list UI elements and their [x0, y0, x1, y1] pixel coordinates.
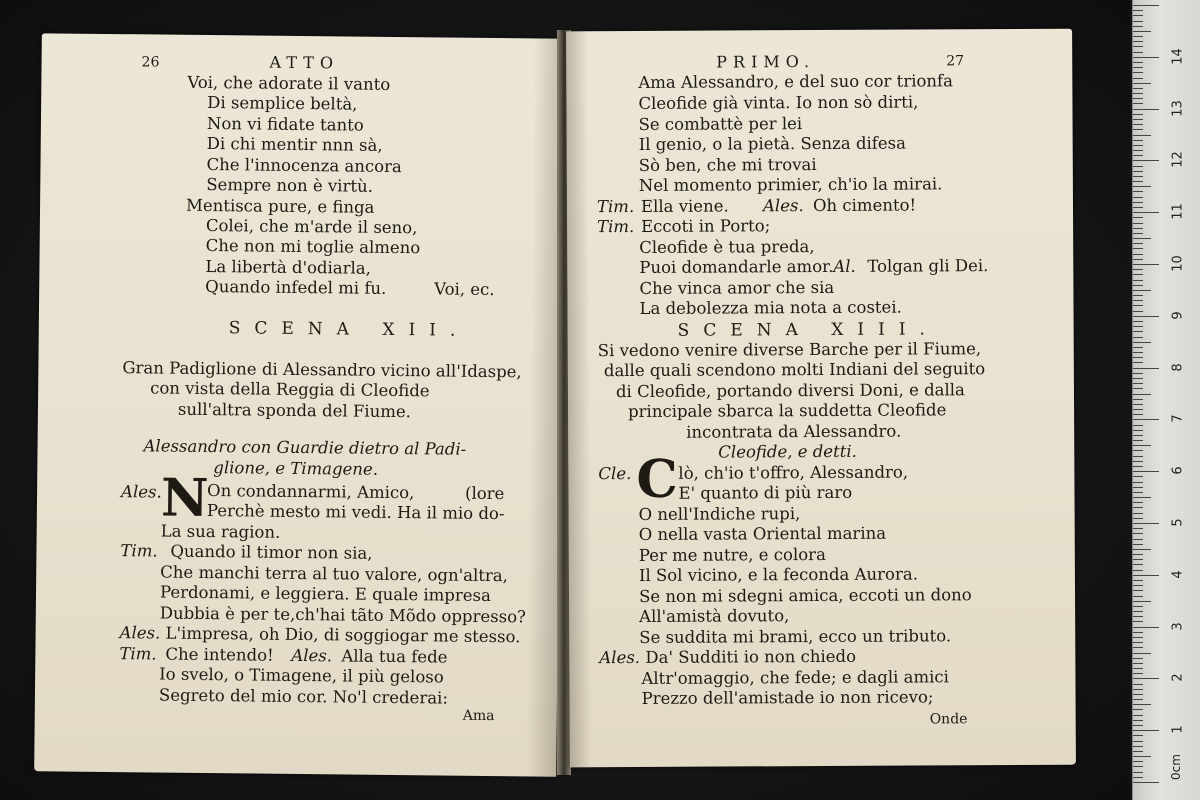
speaker-label: Ales. — [762, 196, 804, 216]
ruler-tick — [1133, 109, 1159, 110]
ruler-tick — [1133, 394, 1151, 395]
ruler-tick — [1133, 46, 1143, 47]
ruler-tick — [1133, 316, 1159, 317]
ruler-tick — [1133, 197, 1143, 198]
ruler-tick — [1133, 694, 1143, 695]
ruler-tick — [1133, 502, 1143, 503]
dialogue-line: Se non mi sdegni amica, eccoti un dono — [638, 585, 972, 606]
running-head-right: PRIMO. — [716, 52, 816, 72]
ruler-tick — [1133, 409, 1143, 410]
ruler-tick — [1133, 21, 1143, 22]
ruler-tick — [1133, 461, 1143, 462]
ruler-tick — [1133, 347, 1143, 348]
dialogue-line: lò, ch'io t'offro, Alessandro, — [678, 462, 909, 483]
ruler-tick — [1133, 295, 1143, 296]
dialogue-line: Eccoti in Porto; — [641, 216, 771, 236]
ruler-tick — [1133, 337, 1143, 338]
ruler-tick — [1133, 62, 1143, 63]
ruler-tick — [1133, 518, 1143, 519]
ruler-tick — [1133, 482, 1143, 483]
ruler-tick — [1133, 497, 1151, 498]
dialogue-line: E' quanto di più raro — [678, 482, 853, 503]
ruler-tick — [1133, 523, 1159, 524]
turnover-fragment: (lore — [464, 483, 505, 504]
dialogue-line: Oh cimento! — [812, 195, 917, 216]
dialogue-line: Se suddita mi brami, ecco un tributo. — [639, 626, 952, 647]
speaker-label: Ales. — [119, 623, 161, 643]
dialogue-line: Il Sol vicino, e la feconda Aurora. — [638, 564, 918, 585]
ruler-tick — [1133, 590, 1143, 591]
ruler-tick — [1133, 466, 1143, 467]
ruler-tick — [1133, 274, 1143, 275]
ruler-tick — [1133, 720, 1143, 721]
ruler-tick — [1133, 601, 1151, 602]
ruler-tick — [1133, 202, 1143, 203]
ruler-tick — [1133, 735, 1143, 736]
verse-line: Ama Alessandro, e del suo cor trionfa — [638, 71, 954, 92]
ruler-tick — [1133, 357, 1143, 358]
dialogue-line: Segreto del mio cor. No'l crederai: — [158, 685, 449, 708]
stage-setting-line: sull'altra sponda del Fiume. — [177, 399, 412, 422]
verse-line: Di chi mentir nnn sà, — [206, 134, 383, 155]
scene-heading: SCENA XII. — [228, 318, 470, 341]
page-number-left: 26 — [141, 54, 160, 71]
ruler-tick — [1133, 456, 1143, 457]
gutter-shadow-right — [566, 31, 592, 767]
ruler-tick — [1133, 259, 1143, 260]
ruler-tick — [1133, 140, 1143, 141]
ruler-tick — [1133, 616, 1143, 617]
ruler-tick — [1133, 575, 1159, 576]
speaker-label: Ales. — [120, 482, 162, 502]
ruler-tick — [1133, 362, 1143, 363]
ruler-tick — [1133, 243, 1143, 244]
dialogue-line: Puoi domandarle amor. — [639, 256, 834, 277]
dialogue-line: Da' Sudditi io non chiedo — [645, 646, 857, 667]
ruler-tick — [1133, 663, 1143, 664]
ruler-tick — [1133, 98, 1143, 99]
ruler-tick — [1133, 725, 1143, 726]
ruler-tick — [1133, 772, 1143, 773]
ruler-tick — [1133, 119, 1143, 120]
ruler-tick — [1133, 777, 1143, 778]
ruler-tick — [1133, 300, 1143, 301]
dialogue-line: Perchè mesto mi vedi. Ha il mio do- — [206, 501, 505, 524]
ruler-tick — [1133, 238, 1151, 239]
ruler-tick — [1133, 533, 1143, 534]
ruler-tick — [1133, 761, 1143, 762]
stage-setting-line: con vista della Reggia di Cleofide — [150, 378, 430, 401]
ruler-tick — [1133, 290, 1151, 291]
ruler-tick — [1133, 155, 1143, 156]
ruler-tick — [1133, 129, 1143, 130]
ruler-tick — [1133, 233, 1143, 234]
catchword: Onde — [929, 711, 968, 728]
ruler-tick — [1133, 41, 1143, 42]
verse-line: Se combattè per lei — [638, 114, 803, 134]
catchword: Ama — [462, 707, 495, 725]
ruler-tick — [1133, 689, 1143, 690]
ruler-tick — [1133, 642, 1143, 643]
dialogue-line: Prezzo dell'amistade io non ricevo; — [641, 687, 934, 708]
character-list: glione, e Timagene. — [213, 458, 379, 479]
verse-line: Sò ben, che mi trovai — [638, 155, 817, 175]
ruler-tick — [1133, 476, 1143, 477]
ruler-tick — [1133, 254, 1143, 255]
ruler-number: 8 — [1170, 362, 1186, 372]
dialogue-line: Per me nutre, e colora — [638, 544, 826, 565]
ruler-tick — [1133, 186, 1151, 187]
stage-setting-line: incontrata da Alessandro. — [686, 421, 902, 442]
speaker-label: Ales. — [599, 647, 641, 668]
ruler-tick — [1133, 373, 1143, 374]
ruler-tick — [1133, 26, 1143, 27]
verse-line: Quando infedel mi fu. — [205, 277, 387, 298]
ruler-tick — [1133, 564, 1143, 565]
ruler-tick — [1133, 673, 1143, 674]
ruler-tick — [1133, 658, 1143, 659]
ruler-tick — [1133, 559, 1143, 560]
ruler-tick — [1133, 88, 1143, 89]
ruler-tick — [1133, 653, 1151, 654]
dialogue-line: All'amistà dovuto, — [639, 606, 790, 626]
stage-setting-line: Si vedono venire diverse Barche per il Fiume, — [597, 339, 982, 361]
speaker-label: Cle. — [598, 463, 632, 484]
ruler-tick — [1133, 715, 1143, 716]
ruler-tick — [1133, 668, 1143, 669]
dialogue-line: O nell'Indiche rupi, — [638, 504, 801, 524]
ruler-number: 3 — [1170, 621, 1186, 631]
ruler-tick — [1133, 647, 1143, 648]
ruler-tick — [1133, 766, 1143, 767]
ruler-tick — [1133, 684, 1143, 685]
speaker-label: Al. — [833, 256, 856, 276]
ruler-tick — [1133, 72, 1143, 73]
ruler-tick — [1133, 176, 1143, 177]
stage-setting-line: principale sbarca la suddetta Cleofide — [628, 400, 947, 422]
ruler-tick — [1133, 741, 1143, 742]
ruler-tick — [1133, 166, 1143, 167]
speaker-label: Tim. — [597, 216, 635, 237]
ruler-tick — [1133, 145, 1143, 146]
verse-line: Di semplice beltà, — [207, 93, 358, 114]
verse-line: Non vi fidate tanto — [206, 114, 364, 135]
ruler-tick — [1133, 342, 1151, 343]
ruler-tick — [1133, 606, 1143, 607]
ruler-tick — [1133, 611, 1143, 612]
dialogue-line: La debolezza mia nota a costei. — [639, 297, 902, 318]
ruler-tick — [1133, 450, 1143, 451]
ruler-number: 5 — [1170, 518, 1186, 527]
ruler-tick — [1133, 31, 1151, 32]
stage-setting-line: dalle quali scendono molti Indiani del seguito — [603, 359, 986, 381]
ruler-tick — [1133, 326, 1143, 327]
ruler-tick — [1133, 228, 1143, 229]
ruler-tick — [1133, 212, 1159, 213]
ruler-number: 6 — [1170, 466, 1186, 475]
ruler-tick — [1133, 632, 1143, 633]
verse-line: La libertà d'odiarla, — [205, 257, 372, 278]
ruler-number: 14 — [1170, 48, 1186, 65]
dialogue-line: La sua ragion. — [160, 521, 281, 542]
ruler-tick — [1133, 321, 1143, 322]
dialogue-line: L'impresa, oh Dio, di soggiogar me stesso. — [165, 623, 521, 647]
verse-line: Voi, che adorate il vanto — [187, 72, 391, 94]
ruler-tick — [1133, 160, 1159, 161]
ruler-number: 12 — [1170, 151, 1186, 169]
ruler-tick — [1133, 709, 1143, 710]
ruler-number: 1 — [1170, 725, 1186, 734]
ruler-tick — [1133, 637, 1143, 638]
ruler-tick — [1133, 368, 1159, 369]
ruler-tick — [1133, 596, 1143, 597]
dialogue-line: Io svelo, o Timagene, il più geloso — [159, 664, 444, 687]
ruler-tick — [1133, 67, 1143, 68]
ruler-tick — [1133, 513, 1143, 514]
ruler-number: 13 — [1170, 99, 1186, 117]
ruler-tick — [1133, 570, 1143, 571]
ruler-tick — [1133, 150, 1143, 151]
right-page — [566, 29, 1076, 768]
ruler-tick — [1133, 492, 1143, 493]
speaker-label: Tim. — [596, 196, 635, 217]
ruler-tick — [1133, 171, 1143, 172]
ruler-tick — [1133, 621, 1143, 622]
ruler-tick — [1133, 331, 1143, 332]
verse-line: Il genio, o la pietà. Senza difesa — [638, 133, 906, 154]
character-list: Cleofide, e detti. — [718, 441, 857, 462]
drop-cap-initial: C — [636, 448, 678, 510]
speaker-label: Tim. — [119, 644, 157, 664]
ruler-tick — [1133, 83, 1151, 84]
dialogue-line: Alla tua fede — [341, 646, 448, 667]
ruler-tick — [1133, 181, 1143, 182]
ruler-tick — [1133, 507, 1143, 508]
ruler-tick — [1133, 554, 1143, 555]
dialogue-line: O nella vasta Oriental marina — [638, 523, 887, 544]
ruler-tick — [1133, 419, 1159, 420]
dialogue-line: Dubbia è per te,ch'hai tãto Mõdo oppresso? — [159, 603, 527, 627]
ruler-tick — [1133, 10, 1143, 11]
drop-cap-initial: N — [160, 467, 209, 530]
ruler-tick — [1133, 114, 1143, 115]
dialogue-line: Quando il timor non sia, — [170, 541, 373, 563]
running-head-left: ATTO — [269, 52, 340, 73]
ruler-tick — [1133, 191, 1143, 192]
ruler-tick — [1133, 440, 1143, 441]
ruler-tick — [1133, 782, 1159, 783]
ruler-number: 2 — [1170, 673, 1186, 683]
ruler-tick — [1133, 223, 1143, 224]
speaker-label: Tim. — [120, 541, 158, 561]
ruler-tick — [1133, 280, 1143, 281]
ruler-tick — [1133, 756, 1151, 757]
ruler-tick — [1133, 352, 1143, 353]
verse-line: Mentisca pure, e finga — [185, 195, 375, 217]
ruler-tick — [1133, 699, 1143, 700]
dialogue-line: Ella viene. — [640, 196, 729, 216]
ruler-tick — [1133, 704, 1151, 705]
ruler-tick — [1133, 746, 1143, 747]
verse-line: Colei, che m'arde il seno, — [205, 216, 418, 238]
ruler-number: 7 — [1170, 414, 1186, 424]
ruler-number: 4 — [1170, 570, 1186, 579]
measurement-ruler — [1132, 0, 1200, 800]
ruler-tick — [1133, 285, 1143, 286]
ruler-tick — [1133, 678, 1159, 679]
ruler-tick — [1133, 103, 1143, 104]
stage-setting-line: di Cleofide, portando diversi Doni, e dalla — [615, 380, 965, 402]
ruler-tick — [1133, 730, 1159, 731]
dialogue-line: Che vinca amor che sia — [639, 277, 835, 298]
ruler-tick — [1133, 751, 1143, 752]
ruler-tick — [1133, 445, 1151, 446]
page-number-right: 27 — [946, 53, 965, 70]
ruler-tick — [1133, 580, 1143, 581]
scene-heading: SCENA XIII. — [677, 319, 939, 341]
ruler-tick — [1133, 378, 1143, 379]
ruler-tick — [1133, 217, 1143, 218]
dialogue-line: Cleofide è tua preda, — [639, 237, 815, 257]
ruler-tick — [1133, 539, 1143, 540]
ruler-tick — [1133, 248, 1143, 249]
dialogue-line: Tolgan gli Dei. — [867, 256, 989, 276]
ruler-tick — [1133, 269, 1143, 270]
ruler-tick — [1133, 585, 1143, 586]
ruler-tick — [1133, 57, 1159, 58]
ruler-tick — [1133, 487, 1143, 488]
ruler-tick — [1133, 383, 1143, 384]
dialogue-line: Perdonami, e leggiera. E quale impresa — [159, 582, 491, 606]
da-capo-mark: Voi, ec. — [434, 279, 495, 300]
ruler-tick — [1133, 627, 1159, 628]
ruler-tick — [1133, 528, 1143, 529]
ruler-tick — [1133, 311, 1143, 312]
ruler-tick — [1133, 430, 1143, 431]
dialogue-line: Che intendo! — [165, 644, 274, 665]
ruler-tick — [1133, 471, 1159, 472]
ruler-number: 10 — [1170, 255, 1186, 272]
ruler-tick — [1133, 388, 1143, 389]
dialogue-line: Altr'omaggio, che fede; e dagli amici — [641, 667, 949, 688]
verse-line: Sempre non è virtù. — [206, 175, 374, 196]
left-page — [34, 33, 564, 776]
ruler-tick — [1133, 264, 1159, 265]
speaker-label: Ales. — [291, 645, 333, 666]
ruler-tick — [1133, 207, 1143, 208]
ruler-tick — [1133, 414, 1143, 415]
character-list: Alessandro con Guardie dietro al Padi- — [143, 436, 467, 459]
ruler-unit-label: 0cm — [1168, 754, 1183, 780]
ruler-number: 9 — [1170, 311, 1186, 320]
ruler-tick — [1133, 305, 1143, 306]
ruler-tick — [1133, 124, 1143, 125]
ruler-tick — [1133, 15, 1143, 16]
ruler-tick — [1133, 435, 1143, 436]
ruler-tick — [1133, 135, 1151, 136]
ruler-tick — [1133, 78, 1143, 79]
dialogue-line: Che manchi terra al tuo valore, ogn'altra, — [160, 562, 509, 586]
ruler-tick — [1133, 399, 1143, 400]
ruler-tick — [1133, 404, 1143, 405]
verse-line: Nel momento primier, ch'io la mirai. — [638, 174, 943, 195]
ruler-number: 11 — [1170, 203, 1186, 220]
stage-setting-line: Gran Padiglione di Alessandro vicino all'Idaspe, — [122, 358, 522, 382]
ruler-tick — [1133, 52, 1143, 53]
dialogue-line: On condannarmi, Amico, — [206, 481, 415, 503]
ruler-tick — [1133, 5, 1159, 6]
ruler-tick — [1133, 544, 1143, 545]
verse-line: Cleofide già vinta. Io non sò dirti, — [638, 92, 919, 113]
verse-line: Che l'innocenza ancora — [206, 155, 402, 177]
ruler-tick — [1133, 36, 1143, 37]
ruler-tick — [1133, 425, 1143, 426]
ruler-tick — [1133, 93, 1143, 94]
verse-line: Che non mi toglie almeno — [205, 236, 421, 258]
ruler-tick — [1133, 549, 1151, 550]
